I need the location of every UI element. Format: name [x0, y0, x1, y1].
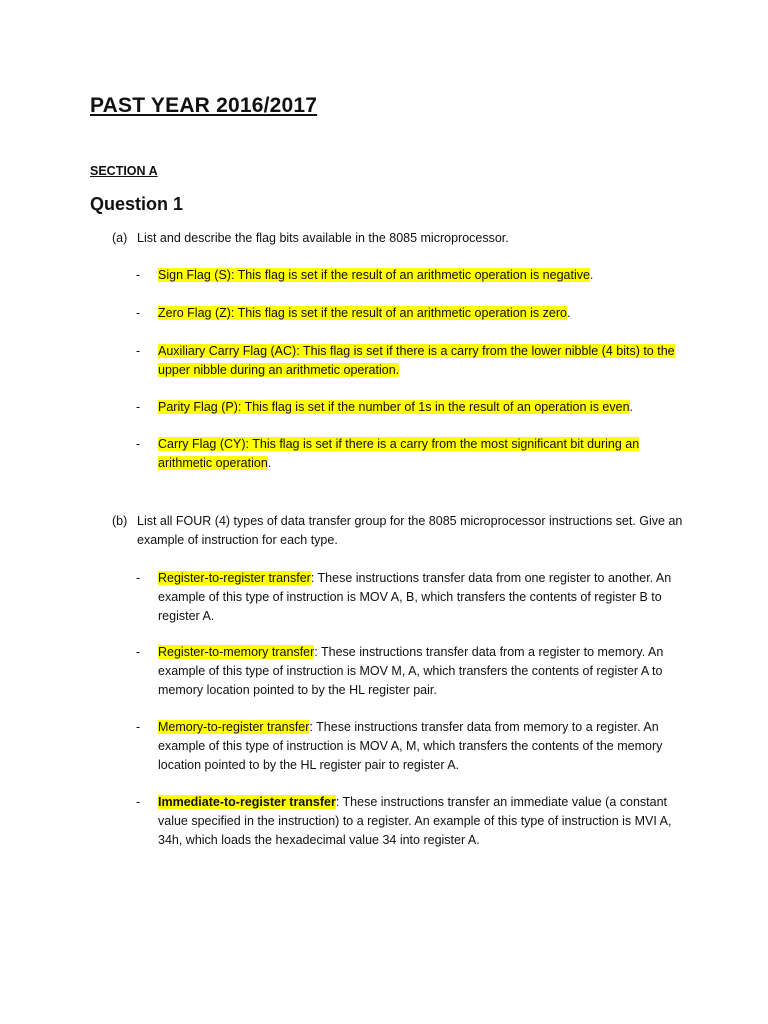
transfer-mem-reg-highlight: Memory-to-register transfer [158, 720, 310, 734]
flag-ac-highlight: Auxiliary Carry Flag (AC): This flag is set if there is a carry from the lower nibble (4 bits) to the upper nibble during an arithmetic operation. [158, 344, 675, 377]
transfer-reg-mem-text: : These instructions transfer data from a register to memory. An example of this type of instruction is MOV M, A, which transfers the contents of register A to memory location pointed to by the HL register pair. [158, 645, 664, 697]
section-heading: SECTION A [90, 164, 158, 178]
page-title: PAST YEAR 2016/2017 [90, 94, 318, 117]
list-item [136, 718, 696, 775]
bullet-dash: - [136, 306, 141, 320]
bullet-dash: - [136, 795, 141, 809]
part-a-prompt [112, 229, 702, 248]
list-item [136, 398, 696, 417]
flag-parity-highlight: Parity Flag (P): This flag is set if the number of 1s in the result of an operation is even [158, 400, 630, 414]
list-item [136, 342, 696, 380]
list-item [136, 304, 696, 323]
flag-sign-highlight: Sign Flag (S): This flag is set if the result of an arithmetic operation is negative [158, 268, 590, 282]
transfer-reg-mem-highlight: Register-to-memory transfer [158, 645, 315, 659]
transfer-reg-reg-highlight: Register-to-register transfer [158, 571, 311, 585]
bullet-dash: - [136, 645, 141, 659]
list-item [136, 569, 696, 626]
flag-carry-highlight: Carry Flag (CY): This flag is set if there is a carry from the most significant bit during an arithmetic operation [158, 437, 640, 470]
transfer-imm-reg-text: : These instructions transfer an immediate value (a constant value specified in the instruction) to a register. An example of this type of instruction is MVI A, 34h, which loads the hexadecimal value 34 into register A. [158, 795, 672, 847]
part-b-text: List all FOUR (4) types of data transfer group for the 8085 microprocessor instructions set. Give an example of instruction for each type. [137, 514, 683, 547]
bullet-dash: - [136, 344, 141, 358]
bullet-dash: - [136, 720, 141, 734]
flag-parity-rest: . [629, 400, 634, 414]
part-b-prompt [112, 512, 702, 550]
list-item [136, 266, 696, 285]
flag-zero-highlight: Zero Flag (Z): This flag is set if the result of an arithmetic operation is zero [158, 306, 567, 320]
bullet-dash: - [136, 268, 141, 282]
list-item [136, 435, 696, 473]
list-item [136, 643, 696, 700]
bullet-dash: - [136, 400, 141, 414]
part-a-label: (a) [112, 231, 128, 245]
bullet-dash: - [136, 571, 141, 585]
part-a-text: List and describe the flag bits available in the 8085 microprocessor. [137, 231, 509, 245]
question-heading: Question 1 [90, 194, 184, 214]
transfer-imm-reg-highlight: Immediate-to-register transfer [158, 795, 336, 809]
list-item [136, 793, 696, 850]
flag-sign-rest: . [589, 268, 594, 282]
transfer-mem-reg-text: : These instructions transfer data from memory to a register. An example of this type of instruction is MOV A, M, which transfers the contents of the memory location pointed to by the HL register pair to register A. [158, 720, 663, 772]
bullet-dash: - [136, 437, 141, 451]
part-b-label: (b) [112, 514, 128, 528]
transfer-reg-reg-text: : These instructions transfer data from one register to another. An example of this type of instruction is MOV A, B, which transfers the contents of register B to register A. [158, 571, 672, 623]
flag-carry-rest: . [267, 456, 272, 470]
flag-zero-rest: . [566, 306, 571, 320]
